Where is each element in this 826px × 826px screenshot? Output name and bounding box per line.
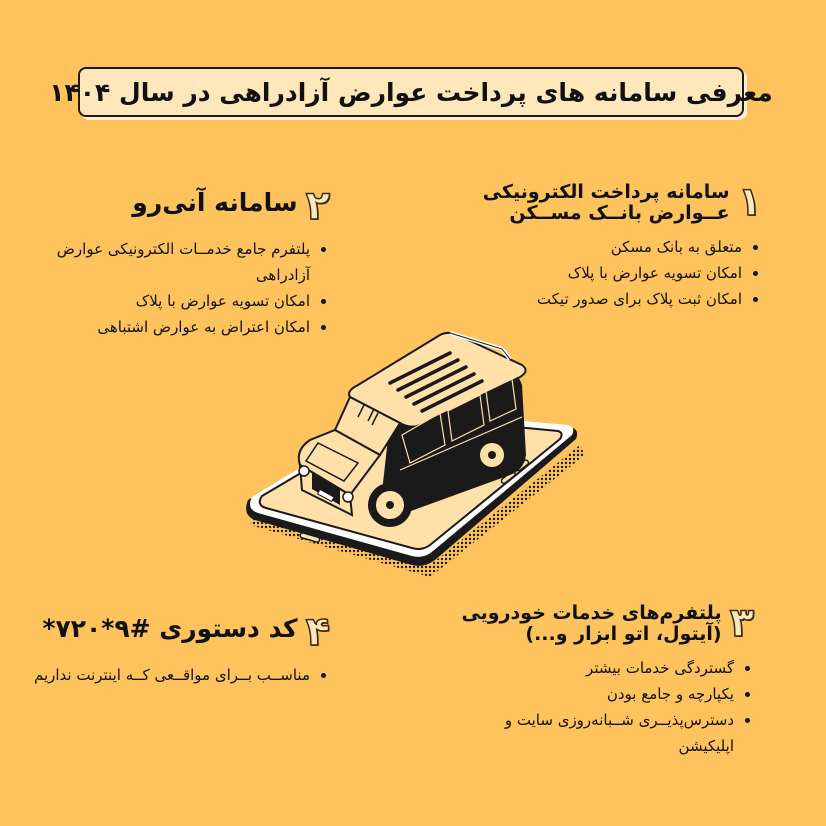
section-ussd-code	[30, 609, 330, 688]
bullet-item: امکان ثبت پلاک برای صدور تیکت	[462, 286, 762, 312]
bullet-item: دسترس‌پذیــری شــبانه‌روزی سایت و اپلیکیشن	[454, 707, 754, 759]
bullet-list	[30, 662, 330, 688]
number-badge-2: ۲	[305, 183, 330, 229]
title-banner	[49, 67, 773, 117]
bullet-item: پلتفرم جامع خدمــات الکترونیکی عوارض آزادراهی	[30, 236, 330, 288]
bullet-item: امکان تسویه عوارض با پلاک	[462, 260, 762, 286]
bullet-item: متعلق به بانک مسکن	[462, 234, 762, 260]
section-heading: سامانه آنی‌رو	[132, 188, 298, 217]
number-badge-4: ۴	[305, 609, 330, 655]
section-heading: کد دستوری #۹*۷۲۰*	[42, 614, 298, 643]
bullet-item: مناســب بــرای مواقــعی کــه اینترنت نداریم	[30, 662, 330, 688]
bullet-item: امکان تسویه عوارض با پلاک	[30, 288, 330, 314]
page-title: معرفی سامانه های پرداخت عوارض آزادراهی در سال ۱۴۰۴	[49, 77, 773, 107]
section-heading: سامانه پرداخت الکترونیکی عــوارض بانــک مســکن	[482, 181, 730, 224]
bullet-item: امکان اعتراض به عوارض اشتباهی	[30, 314, 330, 340]
section-heading: پلتفرم‌های خدمات خودرویی (آیتول، اتو ابزار و...)	[461, 602, 722, 645]
section-bank-maskan	[462, 179, 762, 312]
bullet-item: یکپارچه و جامع بودن	[454, 681, 754, 707]
section-aniro	[30, 183, 330, 340]
bullet-item: گستردگی خدمات بیشتر	[454, 655, 754, 681]
car-on-phone-illustration	[240, 325, 590, 580]
number-badge-3: ۳	[729, 600, 754, 646]
section-car-service-platforms	[454, 600, 754, 759]
bullet-list	[454, 655, 754, 759]
number-badge-1: ۱	[737, 179, 762, 225]
bullet-list	[462, 234, 762, 312]
